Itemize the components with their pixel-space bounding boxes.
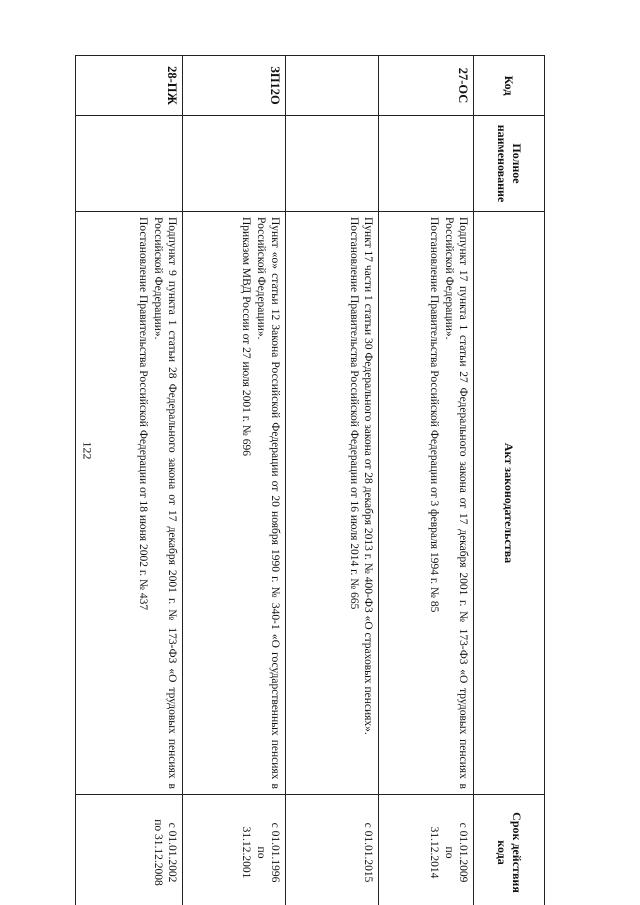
- row-name: [76, 116, 183, 212]
- header-name: Полное наименование: [474, 116, 545, 212]
- term-separator: по: [254, 846, 267, 859]
- term-from: с 01.01.1996: [269, 822, 281, 883]
- row-term: [286, 795, 379, 905]
- row-acts: [76, 212, 183, 795]
- term-to: по 31.12.2008: [151, 819, 164, 886]
- table-row: [379, 56, 474, 905]
- row-acts: [379, 212, 474, 795]
- row-code: 27-ОС: [379, 56, 474, 116]
- term-from: с 01.01.2015: [362, 822, 374, 883]
- row-term: [183, 795, 286, 905]
- act-paragraph: Постановление Правительства Российской Федерации от 18 июня 2002 г. № 437: [137, 217, 150, 611]
- act-paragraph: Постановление Правительства Российской Федерации от 16 июля 2014 г. № 665: [347, 217, 360, 610]
- table-row: [183, 56, 286, 905]
- table-row: [76, 56, 183, 905]
- header-term: Срок действия кода: [474, 795, 545, 905]
- act-paragraph: Приказом МВД России от 27 июля 2001 г. № 696: [240, 217, 253, 456]
- term-to: 31.12.2014: [428, 826, 441, 879]
- page-number: 122: [80, 441, 95, 460]
- act-paragraph: Пункт «о» статьи 12 Закона Российской Федерации от 20 ноября 1990 г. № 340-1 «О государственных пенсиях в Российской Федерации».: [254, 217, 281, 789]
- table-header-row: [474, 56, 545, 905]
- row-name: [379, 116, 474, 212]
- act-paragraph: Подпункт 17 пункта 1 статьи 27 Федерального закона от 17 декабря 2001 г. № 173-ФЗ «О трудовых пенсиях в Российской Федерации».: [442, 217, 469, 789]
- table-row: [286, 56, 379, 905]
- row-name: [286, 116, 379, 212]
- rotated-table-frame: [105, 55, 545, 905]
- legislation-table: [75, 55, 545, 905]
- row-code: [286, 56, 379, 116]
- act-paragraph: Постановление Правительства Российской Федерации от 3 февраля 1994 г. № 85: [428, 217, 441, 613]
- row-name: [183, 116, 286, 212]
- row-term: [76, 795, 183, 905]
- term-separator: по: [442, 846, 455, 859]
- term-from: с 01.01.2009: [457, 822, 469, 883]
- term-to: 31.12.2001: [240, 826, 253, 879]
- header-code: Код: [474, 56, 545, 116]
- row-code: ЗП12О: [183, 56, 286, 116]
- term-from: с 01.01.2002: [166, 822, 178, 883]
- header-act: Акт законодательства: [474, 212, 545, 795]
- act-paragraph: Подпункт 9 пункта 1 статьи 28 Федерального закона от 17 декабря 2001 г. № 173-ФЗ «О трудовых пенсиях в Российской Федерации».: [151, 217, 178, 789]
- row-term: [379, 795, 474, 905]
- row-code: 28-ПЖ: [76, 56, 183, 116]
- row-acts: [286, 212, 379, 795]
- act-paragraph: Пункт 17 части 1 статьи 30 Федерального закона от 28 декабря 2013 г. № 400-ФЗ «О страховых пенсиях».: [362, 217, 374, 735]
- row-acts: [183, 212, 286, 795]
